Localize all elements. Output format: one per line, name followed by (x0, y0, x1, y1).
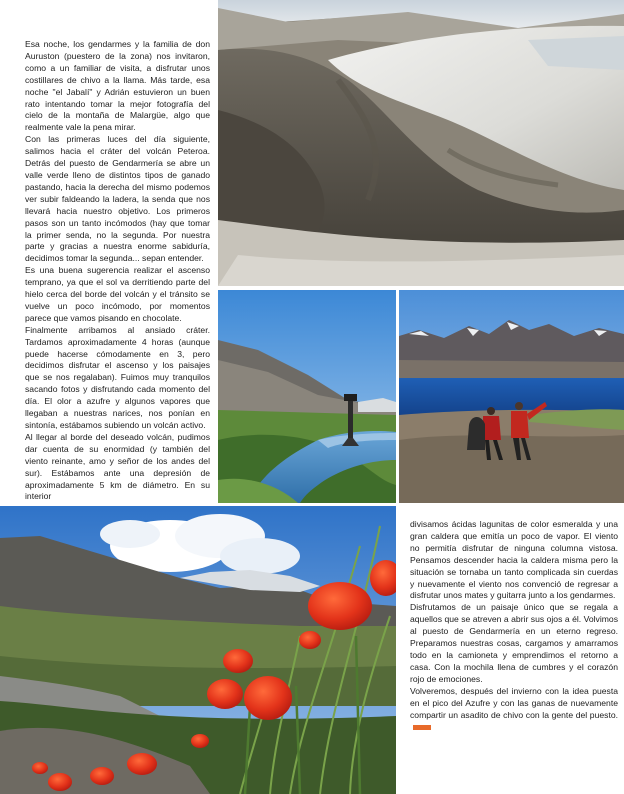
paragraph: Al llegar al borde del deseado volcán, pudimos dar cuenta de su enormidad (y también del viento reinante, amo y señor de los andes del sur). Estábamos ante una depresión de aproximadamente 5 km de diámetro. En su interior (25, 431, 210, 502)
lake-hikers-photo (399, 290, 624, 503)
paragraph: Disfrutamos de un paisaje único que se regala a aquellos que se atreven a abrir sus ojos a él. Volvimos al puesto de Gendarmería en un eterno regreso. Preparamos nuestras cosas, cargamos y amarramos todo en la camioneta y emprendimos el retorno a casa. Con la mochila llena de cumbres y el corazón rojo de emociones. (410, 602, 618, 684)
meadow-stream-photo (218, 290, 396, 503)
paragraph (410, 686, 618, 734)
paragraph: Finalmente arribamos al ansiado cráter. Tardamos aproximadamente 4 horas (aunque puede hacerse cómodamente en 3, pero decidimos disfrutar el ascenso y los paisajes que se nos regalaban). Fuimos muy tranquilos sacando fotos y disfrutando cada momento del día. El olor a azufre y algunos vapores que llegaban a nuestras narices, nos ponían en sintonía, estábamos subiendo un volcán activo. (25, 324, 210, 430)
paragraph: divisamos ácidas lagunitas de color esmeralda y una gran caldera que emitía un poco de vapor. El viento no permitía disfrutar de ninguna columna vistosa. Pensamos descender hacia la caldera misma pero la situación se tornaba un tanto complicada sin cuerdas y nuevamente el viento nos convenció de regresar a disfrutar unos mates y guitarra junto a los gendarmes. (410, 519, 618, 601)
end-of-article-icon (413, 725, 431, 730)
paragraph: Esa noche, los gendarmes y la familia de don Auruston (puestero de la zona) nos invitaron, como a un familiar de visita, a disfrutar unos costillares de chivo a la llama. Más tarde, esa noche "el Jabalí" y Adrián estuvieron un buen rato intentando tomar la mejor fotografía del cielo de la montaña de Malargüe, algo que realmente vale la pena mirar. (25, 39, 210, 133)
article-column-left (25, 39, 210, 503)
paragraph: Con las primeras luces del día siguiente, salimos hacia el cráter del volcán Peteroa. Detrás del puesto de Gendarmería se abre un valle verde lleno de distintos tipos de ganado pastando, hacia la derecha del mismo podemos ver subir faldeando la ladera, la senda que nos llevará hacia nuestro objetivo. Los primeros pasos son un tanto incómodos (hay que tomar la primer senda, no la segunda. Por nuestra parte y gracias a nuestra enorme sabiduría, decidimos tomar la segunda... sepan entender. (25, 134, 210, 264)
red-poppies-photo (0, 506, 396, 794)
article-column-right (410, 519, 618, 733)
paragraph-text: Volveremos, después del invierno con la idea puesta en el pico del Azufre y con las ganas de nuevamente compartir un asadito de chivo con la gente del puesto. (410, 685, 618, 720)
glacier-crater-photo (218, 0, 624, 286)
paragraph: Es una buena sugerencia realizar el ascenso temprano, ya que el sol va derritiendo parte del hielo cerca del borde del volcán y el tránsito se vuelve un poco incómodo, por momentos parece que vamos pisando en chocolate. (25, 265, 210, 323)
